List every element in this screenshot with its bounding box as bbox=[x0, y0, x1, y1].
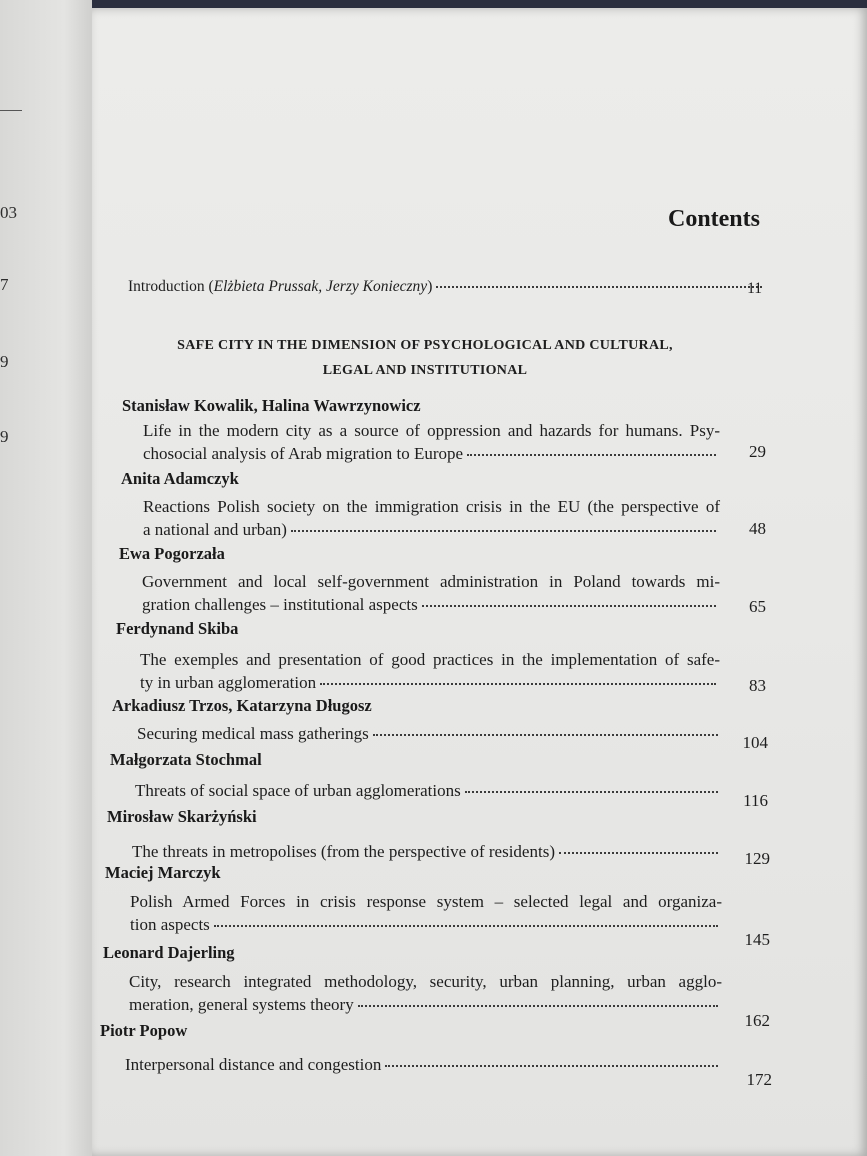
entry-title-line: Threats of social space of urban agglomerations bbox=[135, 781, 461, 800]
entry-title-line: chosocial analysis of Arab migration to Europe bbox=[143, 444, 464, 463]
toc-author: Arkadiusz Trzos, Katarzyna Długosz bbox=[112, 696, 372, 715]
entry-page-number: 162 bbox=[744, 1011, 770, 1030]
leader-dots bbox=[422, 604, 716, 607]
toc-author: Mirosław Skarżyński bbox=[107, 807, 257, 826]
leader-dots bbox=[214, 924, 718, 927]
toc-entry bbox=[140, 648, 720, 694]
toc-author: Ewa Pogorzała bbox=[119, 544, 225, 563]
entry-title-line: Life in the modern city as a source of oppression and hazards for humans. Psy- bbox=[143, 421, 720, 440]
entry-title-line: The exemples and presentation of good practices in the implementation of safe- bbox=[140, 650, 720, 669]
toc-entry bbox=[129, 970, 722, 1016]
facing-page-edge bbox=[0, 0, 92, 1156]
leader-dots bbox=[320, 682, 716, 685]
section-heading: LEGAL AND INSTITUTIONAL bbox=[322, 363, 528, 378]
toc-author: Stanisław Kowalik, Halina Wawrzynowicz bbox=[122, 396, 421, 415]
entry-page-number: 48 bbox=[749, 519, 766, 538]
entry-title-line: Government and local self-government administration in Poland towards mi- bbox=[142, 572, 720, 591]
entry-page-number: 129 bbox=[744, 849, 770, 868]
entry-title-line: ty in urban agglomeration bbox=[140, 673, 317, 692]
toc-author: Piotr Popow bbox=[100, 1021, 188, 1040]
section-heading: SAFE CITY IN THE DIMENSION OF PSYCHOLOGICAL AND CULTURAL, bbox=[177, 338, 673, 353]
toc-author: Maciej Marczyk bbox=[105, 863, 221, 882]
leader-dots bbox=[373, 733, 718, 736]
toc-entry bbox=[137, 722, 722, 745]
toc-intro bbox=[128, 278, 766, 302]
intro-page-number: 11 bbox=[747, 280, 762, 297]
leader-dots bbox=[465, 790, 718, 793]
entry-page-number: 104 bbox=[742, 733, 768, 752]
intro-prefix: Introduction ( bbox=[128, 278, 214, 295]
toc-entry bbox=[143, 419, 720, 465]
toc-entry bbox=[142, 570, 720, 616]
intro-suffix: ) bbox=[427, 278, 433, 295]
leader-dots bbox=[467, 453, 716, 456]
toc-entry bbox=[125, 1053, 722, 1076]
entry-title-line: Reactions Polish society on the immigration crisis in the EU (the perspective of bbox=[143, 497, 720, 516]
leader-dots bbox=[559, 851, 718, 854]
leader-dots bbox=[291, 529, 716, 532]
entry-title-line: meration, general systems theory bbox=[129, 995, 354, 1014]
entry-page-number: 116 bbox=[743, 791, 768, 810]
leader-dots bbox=[385, 1064, 718, 1067]
intro-authors: Elżbieta Prussak, Jerzy Konieczny bbox=[213, 278, 428, 295]
toc-author: Leonard Dajerling bbox=[103, 943, 235, 962]
toc-author: Małgorzata Stochmal bbox=[110, 750, 262, 769]
toc-entry bbox=[130, 890, 722, 936]
entry-page-number: 83 bbox=[749, 676, 766, 695]
entry-title-line: a national and urban) bbox=[143, 520, 287, 539]
toc-entry bbox=[132, 840, 722, 863]
entry-title-line: City, research integrated methodology, security, urban planning, urban agglo- bbox=[129, 972, 722, 991]
leader-dots bbox=[436, 285, 762, 288]
entry-title-line: The threats in metropolises (from the perspective of residents) bbox=[132, 842, 555, 861]
facing-page-number: 9 bbox=[0, 352, 9, 371]
facing-page-rule bbox=[0, 110, 22, 111]
entry-title-line: tion aspects bbox=[130, 915, 210, 934]
facing-page-number: 7 bbox=[0, 275, 9, 294]
entry-page-number: 65 bbox=[749, 597, 766, 616]
leader-dots bbox=[358, 1004, 718, 1007]
entry-title-line: Securing medical mass gatherings bbox=[137, 724, 369, 743]
page-title: Contents bbox=[667, 206, 760, 232]
entry-title-line: Interpersonal distance and congestion bbox=[125, 1055, 382, 1074]
entry-title-line: Polish Armed Forces in crisis response system – selected legal and organiza- bbox=[130, 892, 722, 911]
entry-page-number: 145 bbox=[744, 930, 770, 949]
toc-author: Ferdynand Skiba bbox=[116, 619, 239, 638]
entry-page-number: 29 bbox=[749, 442, 766, 461]
entry-page-number: 172 bbox=[746, 1070, 772, 1089]
toc-author: Anita Adamczyk bbox=[121, 469, 239, 488]
toc-entry bbox=[143, 495, 720, 541]
facing-page-number: 03 bbox=[0, 203, 17, 222]
entry-title-line: gration challenges – institutional aspects bbox=[142, 595, 418, 614]
toc-entry bbox=[135, 779, 722, 802]
facing-page-number: 9 bbox=[0, 427, 9, 446]
